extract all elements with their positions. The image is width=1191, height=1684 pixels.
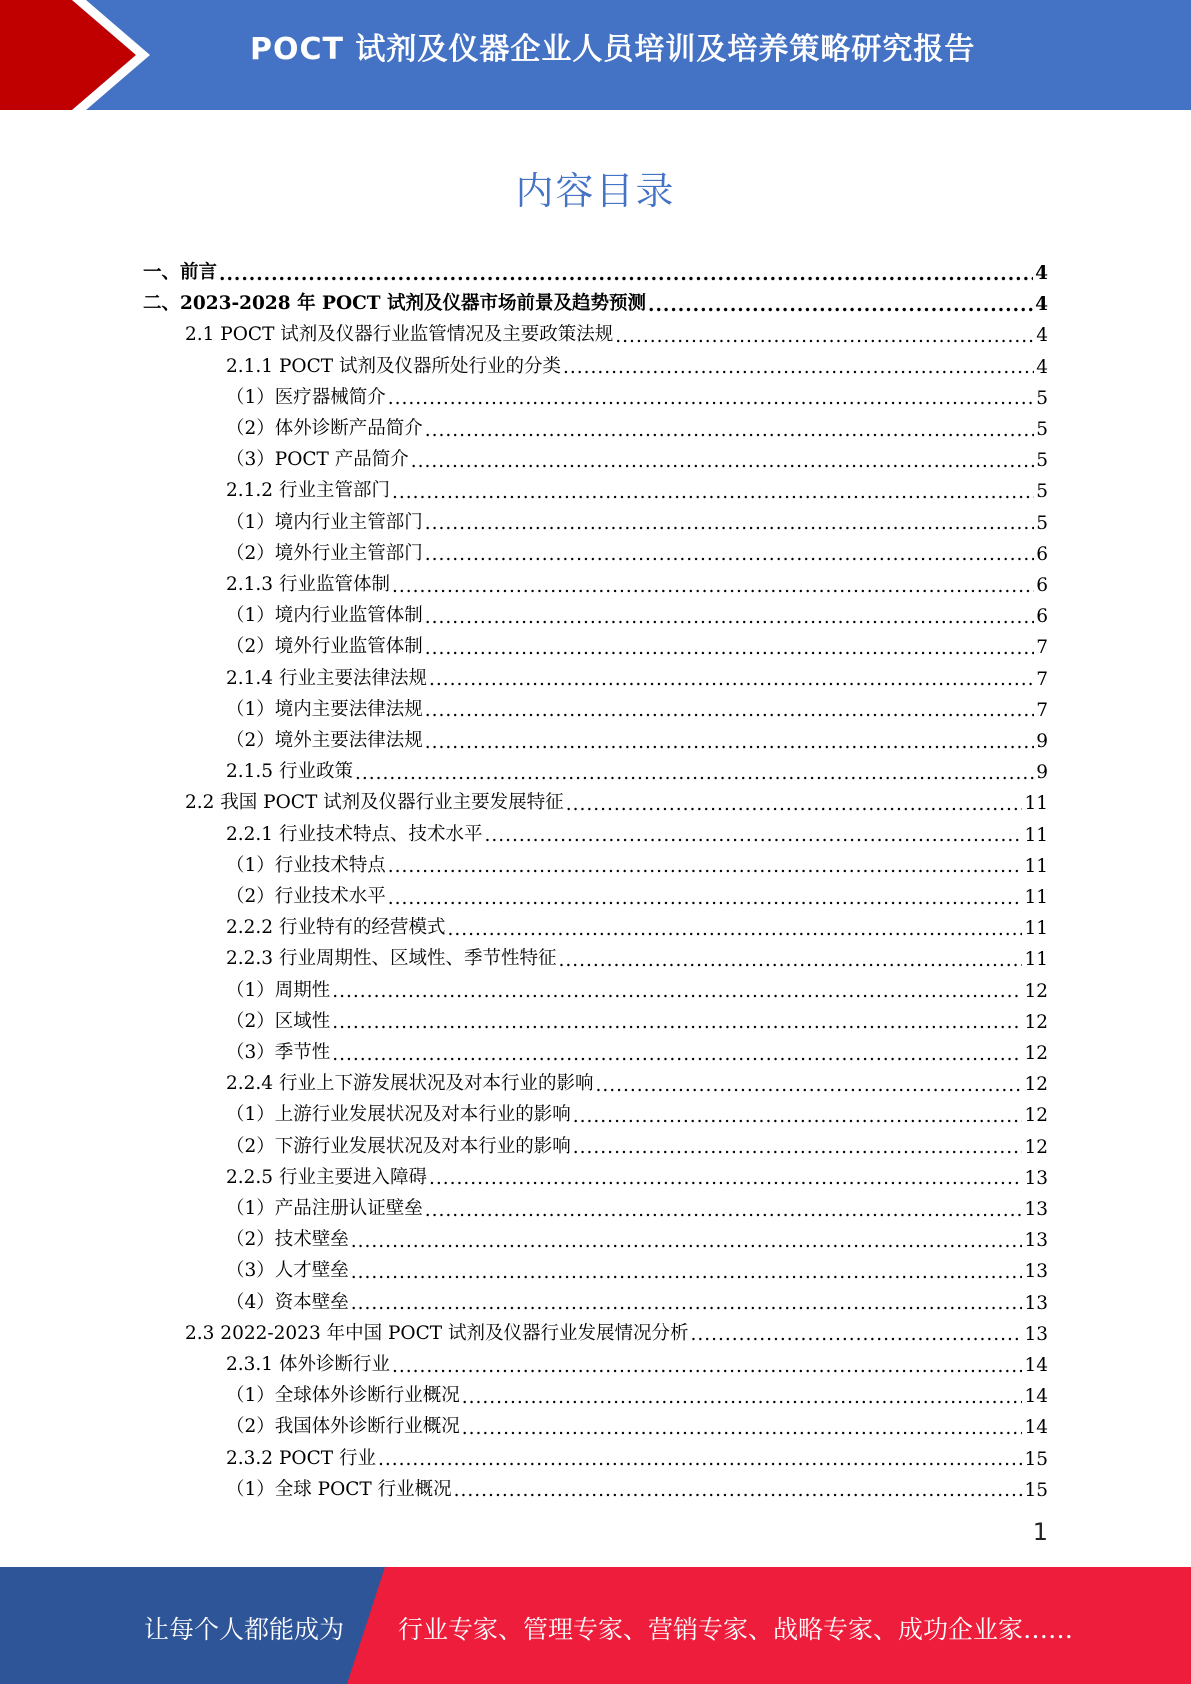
toc-entry-page: 13 [1024,1261,1048,1283]
toc-dot-leader [425,422,1034,441]
toc-entry-page: 13 [1024,1230,1048,1252]
toc-entry-page: 12 [1024,1043,1048,1064]
toc-entry[interactable] [226,1439,1048,1470]
toc-entry-title: 2.2 我国 POCT 试剂及仪器行业主要发展特征 [185,792,564,814]
toc-entry[interactable] [226,1376,1048,1407]
toc-entry-page: 12 [1024,1136,1048,1158]
toc-entry-title: 2.3.1 体外诊断行业 [226,1354,390,1375]
toc-dot-leader [573,1139,1023,1158]
toc-entry-page: 11 [1024,887,1048,908]
toc-dot-leader [425,515,1034,534]
toc-entry-page: 11 [1024,793,1048,815]
toc-entry-page: 12 [1024,1074,1048,1096]
toc-dot-leader [595,1077,1022,1096]
toc-dot-leader [563,359,1034,378]
toc-entry-page: 11 [1024,855,1048,877]
toc-entry-page: 11 [1024,824,1048,846]
toc-entry-title: （4）资本壁垒 [226,1291,349,1313]
toc-heading: 内容目录 [515,169,676,213]
toc-dot-leader [690,1326,1022,1345]
toc-entry-page: 6 [1036,606,1048,628]
toc-entry-page: 5 [1036,481,1048,503]
toc-entry[interactable] [143,253,1048,284]
toc-entry[interactable] [226,1220,1048,1251]
toc-entry[interactable] [226,939,1048,970]
toc-entry-title: 2.1.3 行业监管体制 [226,574,390,595]
toc-entry-page: 9 [1036,731,1048,752]
toc-entry-page: 4 [1036,325,1048,347]
toc-dot-leader [462,1420,1023,1439]
toc-entry[interactable] [226,1158,1048,1189]
toc-entry[interactable] [226,409,1048,440]
toc-entry[interactable] [226,1407,1048,1438]
toc-entry[interactable] [226,815,1048,846]
toc-dot-leader [566,796,1023,815]
toc-entry[interactable] [226,1033,1048,1064]
toc-entry-title: 2.3.2 POCT 行业 [226,1447,376,1469]
toc-entry-title: （3）季节性 [226,1042,331,1063]
toc-entry-page: 11 [1024,949,1048,971]
toc-dot-leader [388,858,1023,877]
toc-dot-leader [332,983,1022,1002]
toc-entry-title: （2）体外诊断产品简介 [226,418,423,439]
toc-entry[interactable] [226,1064,1048,1095]
toc-entry[interactable] [226,846,1048,877]
toc-entry-page: 5 [1036,450,1048,472]
toc-entry[interactable] [226,378,1048,409]
toc-entry-page: 4 [1035,263,1048,284]
toc-entry[interactable] [226,503,1048,534]
toc-entry[interactable] [226,877,1048,908]
toc-entry-page: 7 [1036,699,1048,721]
page-footer [0,1567,1191,1684]
toc-entry-title: （3）人才壁垒 [226,1260,349,1282]
toc-entry-page: 4 [1036,356,1048,378]
toc-entry-page: 6 [1036,575,1048,596]
toc-entry[interactable] [226,1189,1048,1220]
toc-dot-leader [429,1170,1022,1189]
toc-dot-leader [425,734,1034,753]
toc-entry-title: 2.1.4 行业主要法律法规 [226,667,427,689]
report-title: POCT 试剂及仪器企业人员培训及培养策略研究报告 [250,32,976,67]
toc-entry-page: 14 [1024,1355,1048,1376]
toc-entry-title: （3）POCT 产品简介 [226,449,409,471]
footer-slogan-right: 行业专家、管理专家、营销专家、战略专家、成功企业家…… [398,1615,1074,1644]
toc-entry-title: （1）境内行业监管体制 [226,605,423,627]
toc-entry-title: 二、2023-2028 年 POCT 试剂及仪器市场前景及趋势预测 [143,293,646,315]
toc-entry-title: （1）全球体外诊断行业概况 [226,1385,460,1407]
toc-dot-leader [454,1482,1023,1501]
toc-dot-leader [355,765,1034,784]
toc-entry-page: 15 [1024,1479,1048,1501]
toc-dot-leader [425,609,1034,628]
toc-dot-leader [425,702,1034,721]
toc-entry[interactable] [226,440,1048,471]
toc-entry[interactable] [226,1002,1048,1033]
toc-entry-title: （1）全球 POCT 行业概况 [226,1478,452,1500]
toc-entry-title: （1）上游行业发展状况及对本行业的影响 [226,1104,571,1126]
toc-dot-leader [447,921,1022,940]
toc-entry[interactable] [143,284,1048,315]
toc-entry[interactable] [226,1127,1048,1158]
toc-entry-page: 12 [1024,1011,1048,1033]
toc-entry-title: （1）境内主要法律法规 [226,698,423,720]
toc-entry[interactable] [226,721,1048,752]
toc-dot-leader [558,952,1022,971]
toc-entry-title: （2）技术壁垒 [226,1229,349,1251]
toc-entry-title: （1）行业技术特点 [226,854,386,876]
toc-dot-leader [484,827,1022,846]
toc-entry-page: 11 [1024,918,1048,940]
toc-entry-title: 2.2.4 行业上下游发展状况及对本行业的影响 [226,1073,594,1095]
toc-entry[interactable] [226,1251,1048,1282]
toc-dot-leader [648,297,1033,316]
toc-dot-leader [411,453,1034,472]
toc-dot-leader [332,1046,1022,1065]
toc-entry-page: 7 [1036,637,1048,659]
toc-entry[interactable] [226,347,1048,378]
toc-entry-title: 2.2.2 行业特有的经营模式 [226,917,446,939]
toc-entry-title: （2）我国体外诊断行业概况 [226,1416,460,1438]
toc-entry-title: （1）产品注册认证壁垒 [226,1198,423,1219]
toc-entry-page: 4 [1035,294,1048,316]
toc-entry-title: （2）下游行业发展状况及对本行业的影响 [226,1135,571,1157]
toc-entry[interactable] [226,1470,1048,1501]
toc-dot-leader [392,1358,1022,1377]
toc-entry-page: 14 [1024,1386,1048,1408]
toc-entry[interactable] [226,596,1048,627]
toc-dot-leader [429,671,1034,690]
toc-entry-title: 2.1.2 行业主管部门 [226,480,390,502]
toc-dot-leader [462,1389,1023,1408]
toc-entry-page: 12 [1024,980,1048,1002]
toc-entry[interactable] [226,971,1048,1002]
toc-entry-page: 9 [1036,762,1048,784]
toc-entry[interactable] [226,534,1048,565]
toc-entry-title: （2）境外行业监管体制 [226,636,423,658]
toc-dot-leader [573,1108,1023,1127]
toc-dot-leader [615,328,1034,347]
toc-entry-page: 7 [1036,668,1048,690]
toc-entry-title: （2）境外主要法律法规 [226,730,423,751]
page-number: 1 [1032,1518,1048,1546]
toc-entry-page: 14 [1024,1417,1048,1439]
toc-entry[interactable] [185,783,1048,814]
toc-dot-leader [425,640,1034,659]
toc-entry[interactable] [226,908,1048,939]
toc-entry[interactable] [185,315,1048,346]
toc-dot-leader [351,1233,1023,1252]
toc-entry-title: 2.2.3 行业周期性、区域性、季节性特征 [226,948,557,970]
toc-entry-page: 5 [1036,387,1048,409]
toc-entry-page: 5 [1036,512,1048,534]
toc-entry-page: 12 [1024,1105,1048,1127]
toc-dot-leader [388,890,1023,909]
toc-entry-page: 13 [1024,1199,1048,1220]
toc-dot-leader [388,390,1034,409]
toc-entry-title: （1）境内行业主管部门 [226,511,423,533]
page-header [0,0,1191,110]
toc-entry[interactable] [226,1283,1048,1314]
toc-dot-leader [425,1202,1023,1221]
toc-entry[interactable] [226,1095,1048,1126]
toc-entry[interactable] [226,565,1048,596]
toc-entry-title: 2.1.1 POCT 试剂及仪器所处行业的分类 [226,355,561,377]
toc-dot-leader [332,1014,1022,1033]
toc-entry-title: 2.1 POCT 试剂及仪器行业监管情况及主要政策法规 [185,324,614,346]
toc-dot-leader [392,578,1034,597]
toc-dot-leader [351,1264,1023,1283]
toc-entry-title: （2）行业技术水平 [226,886,386,907]
toc-entry-title: 2.2.5 行业主要进入障碍 [226,1166,427,1188]
toc-dot-leader [425,546,1034,565]
footer-slogan-left: 让每个人都能成为 [144,1615,345,1644]
toc-entry[interactable] [185,1314,1048,1345]
toc-entry-title: （2）境外行业主管部门 [226,542,423,564]
toc-entry-page: 15 [1024,1448,1048,1470]
toc-entry-title: 2.1.5 行业政策 [226,761,353,783]
toc-entry[interactable] [226,627,1048,658]
toc-entry[interactable] [226,690,1048,721]
toc-dot-leader [378,1451,1023,1470]
toc-entry-page: 5 [1036,419,1048,440]
header-arrow-decoration [0,0,160,110]
toc-entry-title: （1）周期性 [226,979,331,1001]
toc-entry-page: 13 [1024,1323,1048,1345]
toc-entry-title: （1）医疗器械简介 [226,386,386,408]
toc-entry-title: 一、前言 [143,262,218,283]
toc-dot-leader [219,266,1033,285]
toc-dot-leader [351,1295,1023,1314]
toc-entry[interactable] [226,1345,1048,1376]
toc-entry-title: 2.2.1 行业技术特点、技术水平 [226,823,483,845]
toc-dot-leader [392,484,1034,503]
toc-entry-title: （2）区域性 [226,1010,331,1032]
toc-entry[interactable] [226,471,1048,502]
toc-entry-page: 13 [1024,1292,1048,1314]
toc-entry[interactable] [226,752,1048,783]
toc-entry[interactable] [226,659,1048,690]
toc-entry-page: 13 [1024,1167,1048,1189]
toc-entry-page: 6 [1036,543,1048,565]
toc-entry-title: 2.3 2022-2023 年中国 POCT 试剂及仪器行业发展情况分析 [185,1322,689,1344]
